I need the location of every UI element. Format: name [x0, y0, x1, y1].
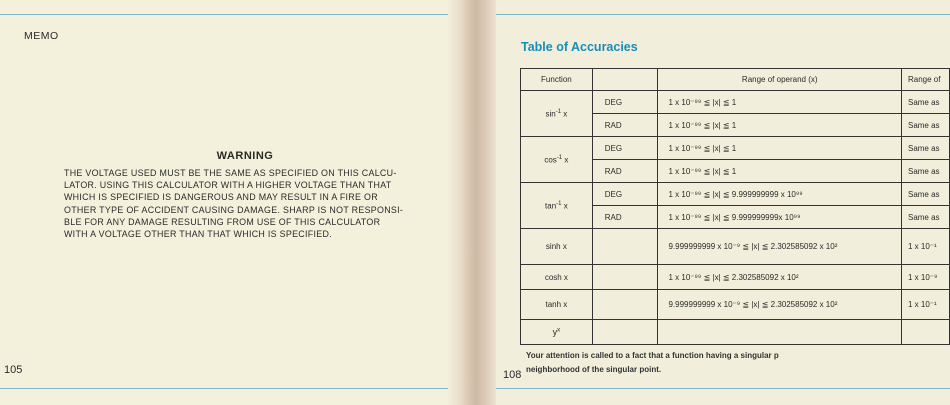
range-of-cell: Same as	[901, 206, 949, 229]
warning-line: LATOR. USING THIS CALCULATOR WITH A HIGHER VOLTAGE THAN THAT	[64, 180, 392, 191]
page-number-left: 105	[4, 364, 23, 376]
range-cell: 1 x 10⁻⁹⁹ ≦ |x| ≦ 1	[658, 91, 902, 114]
function-cell: $\cos^{-1} x$	[521, 137, 593, 183]
table-row	[521, 320, 950, 345]
function-cell: tanh x	[521, 290, 593, 320]
bottom-rule	[496, 388, 950, 389]
table-title: Table of Accuracies	[521, 40, 638, 54]
range-of-cell: Same as	[901, 114, 949, 137]
note-line: Your attention is called to a fact that a function having a singular p	[526, 351, 779, 360]
top-rule	[496, 14, 950, 15]
function-cell: sinh x	[521, 229, 593, 265]
table-row	[521, 91, 950, 114]
function-cell: $\sin^{-1} x$	[521, 91, 593, 137]
mode-cell: DEG	[592, 91, 658, 114]
memo-header: MEMO	[24, 30, 59, 42]
warning-title: WARNING	[216, 150, 274, 162]
range-cell: 1 x 10⁻⁹⁹ ≦ |x| ≦ 2.302585092 x 10²	[658, 265, 902, 290]
col-header-range-of: Range of	[901, 69, 949, 91]
range-of-cell: 1 x 10⁻⁹	[901, 265, 949, 290]
accuracy-table	[520, 68, 950, 345]
table-row	[521, 290, 950, 320]
mode-cell: RAD	[592, 114, 658, 137]
range-cell: 1 x 10⁻⁹⁹ ≦ |x| ≦ 1	[658, 137, 902, 160]
warning-line: WHICH IS SPECIFIED IS DANGEROUS AND MAY RESULT IN A FIRE OR	[64, 192, 378, 203]
table-header-row	[521, 69, 950, 91]
range-cell: 9.999999999 x 10⁻⁹ ≦ |x| ≦ 2.302585092 x 10²	[658, 290, 902, 320]
attention-note	[526, 349, 779, 376]
warning-line: THE VOLTAGE USED MUST BE THE SAME AS SPECIFIED ON THIS CALCU-	[64, 168, 397, 178]
range-of-cell: Same as	[901, 91, 949, 114]
left-page	[0, 0, 470, 405]
warning-line: OTHER TYPE OF ACCIDENT CAUSING DAMAGE. SHARP IS NOT RESPONSI-	[64, 204, 404, 215]
note-line: neighborhood of the singular point.	[526, 364, 662, 374]
table-row	[521, 229, 950, 265]
range-of-cell: 1 x 10⁻¹	[901, 290, 949, 320]
function-cell: $y^x$	[521, 320, 593, 345]
bottom-rule	[0, 388, 470, 389]
table-row	[521, 265, 950, 290]
range-cell: 1 x 10⁻⁹⁹ ≦ |x| ≦ 9.999999999x 10⁹⁹	[658, 206, 902, 229]
range-of-cell: Same as	[901, 183, 949, 206]
mode-cell: RAD	[592, 206, 658, 229]
range-of-cell: Same as	[901, 137, 949, 160]
table-row	[521, 137, 950, 160]
range-cell: 1 x 10⁻⁹⁹ ≦ |x| ≦ 9.999999999 x 10⁹⁹	[658, 183, 902, 206]
col-header-range: Range of operand (x)	[658, 69, 902, 91]
warning-text	[64, 167, 424, 240]
range-cell: 1 x 10⁻⁹⁹ ≦ |x| ≦ 1	[658, 114, 902, 137]
col-header-function: Function	[521, 69, 593, 91]
page-number-right: 108	[503, 369, 522, 381]
top-rule	[0, 14, 470, 15]
warning-line: WITH A VOLTAGE OTHER THAN THAT WHICH IS SPECIFIED.	[64, 229, 332, 240]
range-cell: 1 x 10⁻⁹⁹ ≦ |x| ≦ 1	[658, 160, 902, 183]
mode-cell: DEG	[592, 137, 658, 160]
range-of-cell: 1 x 10⁻¹	[901, 229, 949, 265]
warning-line: BLE FOR ANY DAMAGE RESULTING FROM USE OF THIS CALCULATOR	[64, 216, 381, 227]
table-row	[521, 183, 950, 206]
mode-cell: DEG	[592, 183, 658, 206]
function-cell: cosh x	[521, 265, 593, 290]
range-cell: 9.999999999 x 10⁻⁹ ≦ |x| ≦ 2.302585092 x 10²	[658, 229, 902, 265]
range-of-cell: Same as	[901, 160, 949, 183]
function-cell: $\tan^{-1} x$	[521, 183, 593, 229]
mode-cell: RAD	[592, 160, 658, 183]
book-gutter	[448, 0, 498, 405]
